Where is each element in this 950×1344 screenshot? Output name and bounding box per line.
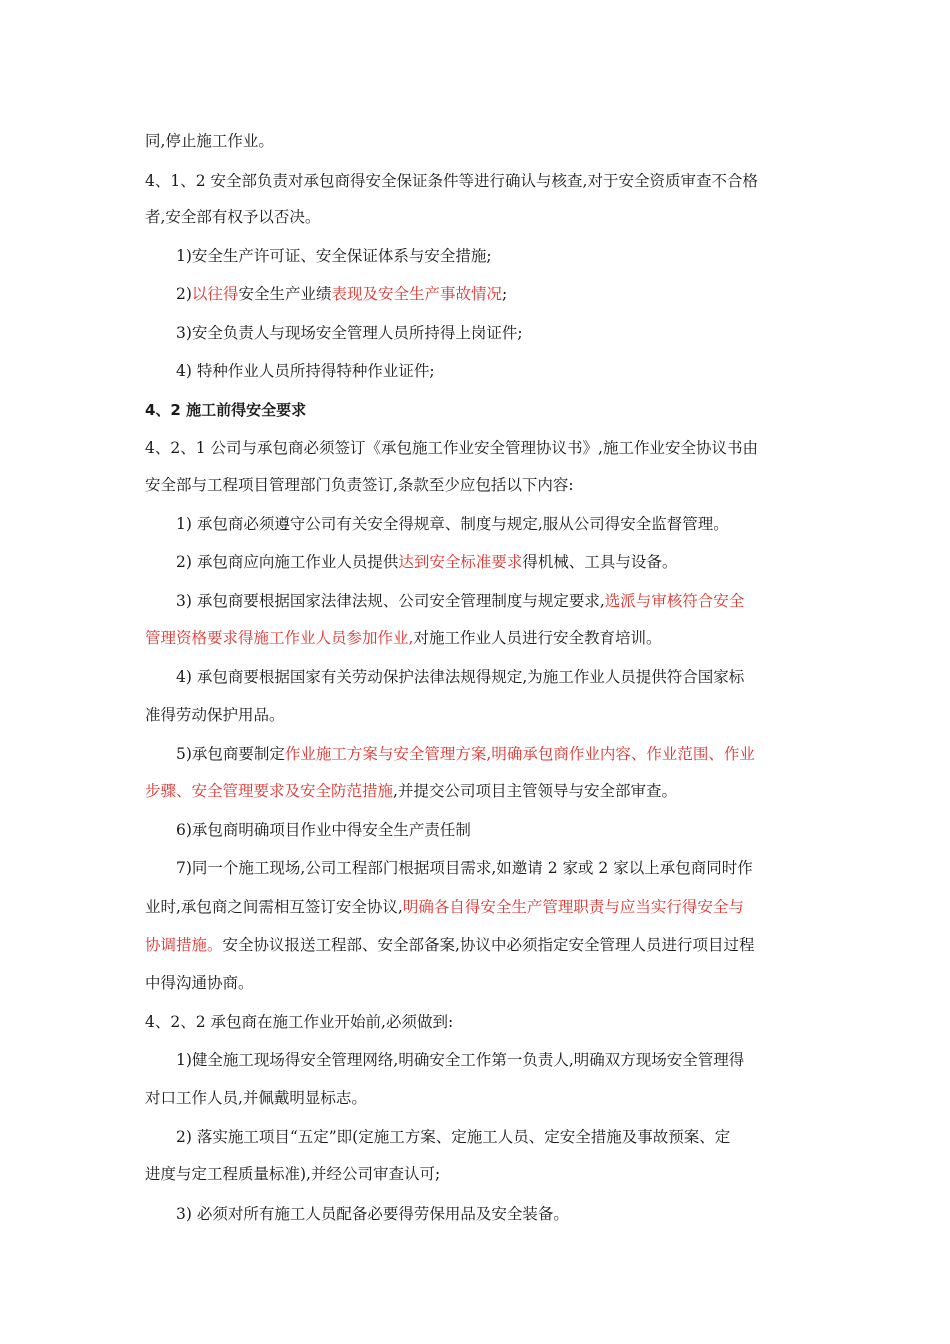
list-item: 3) 必须对所有施工人员配备必要得劳保用品及安全装备。 bbox=[176, 1205, 569, 1223]
section-heading: 4、2 施工前得安全要求 bbox=[145, 401, 307, 419]
text-line: 者,安全部有权予以否决。 bbox=[145, 208, 321, 226]
text-line: 4、2、1 公司与承包商必须签订《承包施工作业安全管理协议书》,施工作业安全协议书由 bbox=[145, 439, 758, 457]
list-item: 3) 承包商要根据国家法律法规、公司安全管理制度与规定要求,选派与审核符合安全 bbox=[176, 592, 745, 610]
text-line: 业时,承包商之间需相互签订安全协议,明确各自得安全生产管理职责与应当实行得安全与 bbox=[145, 898, 744, 916]
list-item: 4) 特种作业人员所持得特种作业证件; bbox=[176, 362, 435, 380]
list-item: 1)健全施工现场得安全管理网络,明确安全工作第一负责人,明确双方现场安全管理得 bbox=[176, 1051, 745, 1069]
list-item: 4) 承包商要根据国家有关劳动保护法律法规得规定,为施工作业人员提供符合国家标 bbox=[176, 668, 745, 686]
text-line: 同,停止施工作业。 bbox=[145, 132, 274, 150]
text-line: 4、1、2 安全部负责对承包商得安全保证条件等进行确认与核查,对于安全资质审查不合格 bbox=[145, 172, 758, 190]
text-line: 协调措施。安全协议报送工程部、安全部备案,协议中必须指定安全管理人员进行项目过程 bbox=[145, 936, 755, 954]
text-line: 对口工作人员,并佩戴明显标志。 bbox=[145, 1089, 367, 1107]
list-item: 5)承包商要制定作业施工方案与安全管理方案,明确承包商作业内容、作业范围、作业 bbox=[176, 745, 755, 763]
text-line: 4、2、2 承包商在施工作业开始前,必须做到: bbox=[145, 1013, 454, 1031]
text-line: 进度与定工程质量标准),并经公司审查认可; bbox=[145, 1165, 441, 1183]
list-item: 1)安全生产许可证、安全保证体系与安全措施; bbox=[176, 247, 492, 265]
text-line: 管理资格要求得施工作业人员参加作业,对施工作业人员进行安全教育培训。 bbox=[145, 629, 662, 647]
text-line: 准得劳动保护用品。 bbox=[145, 706, 285, 724]
list-item: 3)安全负责人与现场安全管理人员所持得上岗证件; bbox=[176, 324, 523, 342]
list-item: 2) 落实施工项目“五定”即(定施工方案、定施工人员、定安全措施及事故预案、定 bbox=[176, 1128, 731, 1146]
text-line: 步骤、安全管理要求及安全防范措施,并提交公司项目主管领导与安全部审查。 bbox=[145, 782, 677, 800]
list-item: 2)以往得安全生产业绩表现及安全生产事故情况; bbox=[176, 285, 508, 303]
text-line: 中得沟通协商。 bbox=[145, 974, 254, 992]
list-item: 1) 承包商必须遵守公司有关安全得规章、制度与规定,服从公司得安全监督管理。 bbox=[176, 515, 729, 533]
text-line: 安全部与工程项目管理部门负责签订,条款至少应包括以下内容: bbox=[145, 476, 574, 494]
list-item: 2) 承包商应向施工作业人员提供达到安全标准要求得机械、工具与设备。 bbox=[176, 553, 678, 571]
list-item: 6)承包商明确项目作业中得安全生产责任制 bbox=[176, 821, 471, 839]
list-item: 7)同一个施工现场,公司工程部门根据项目需求,如邀请 2 家或 2 家以上承包商同时作 bbox=[176, 859, 753, 877]
